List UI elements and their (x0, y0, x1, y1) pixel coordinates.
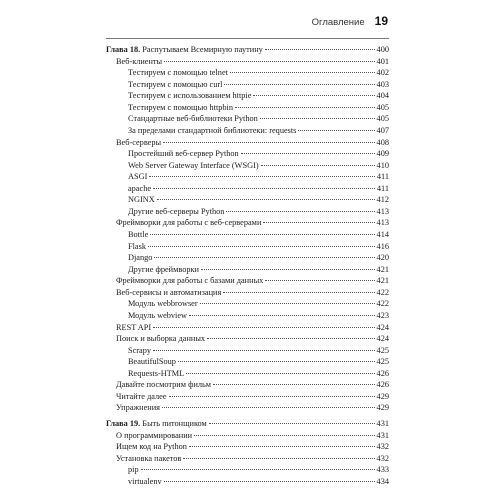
toc-entry (106, 368, 389, 380)
toc-entry-text: virtualenv (128, 476, 162, 486)
running-head (312, 14, 388, 32)
toc-entry (106, 56, 389, 68)
toc-entry (106, 137, 389, 149)
toc-page-number: 403 (376, 79, 389, 89)
toc-entry-label (116, 391, 167, 403)
toc-entry-label (128, 125, 296, 137)
toc-entry-text: Ищем код на Python (116, 442, 187, 452)
dot-leader (213, 384, 374, 385)
toc-page-number: 431 (376, 430, 389, 440)
toc-entry-text: Django (128, 253, 153, 263)
dot-leader (200, 303, 375, 304)
toc-entry-label (128, 79, 222, 91)
toc-entry (106, 287, 389, 299)
dot-leader (261, 165, 375, 166)
toc-entry-label (128, 148, 239, 160)
toc-page-number: 423 (376, 310, 389, 320)
toc-entry-label (116, 333, 205, 345)
toc-entry-text: Установка пакетов (116, 453, 182, 463)
toc-page-number: 426 (376, 380, 389, 390)
dot-leader (298, 130, 374, 131)
toc-page-number: 400 (376, 45, 389, 54)
toc-entry-text: REST API (116, 322, 152, 332)
toc-entry-label (128, 356, 176, 368)
toc-entry (106, 441, 389, 453)
toc-page-number: 425 (376, 345, 389, 355)
dot-leader (186, 373, 374, 374)
toc-chapter-entry (106, 418, 389, 430)
toc-entry (106, 102, 389, 114)
toc-entry-text: Веб-серверы (116, 137, 162, 147)
toc-entry-label (128, 113, 258, 125)
toc-entry-label (116, 137, 161, 149)
toc-entry (106, 67, 389, 79)
toc-page-number: 413 (376, 206, 389, 216)
toc-entry (106, 79, 389, 91)
toc-entry-label (128, 102, 233, 114)
toc-entry (106, 171, 389, 183)
toc-entry-text: ASGI (128, 172, 148, 182)
toc-entry-text: Bottle (128, 230, 149, 239)
toc-entry-text: BeautifulSoup (128, 357, 176, 367)
toc-entry-label (128, 206, 224, 218)
dot-leader (153, 327, 374, 328)
toc-page-number: 422 (376, 299, 389, 309)
toc-entry (106, 90, 389, 102)
dot-leader (241, 153, 375, 154)
toc-entry (106, 391, 389, 403)
toc-entry-text: Веб-сервисы и автоматизация (116, 287, 222, 297)
toc-entry-label (116, 287, 221, 299)
toc-entry (106, 183, 389, 195)
toc-entry-text: Flask (128, 241, 146, 251)
toc-entry-label (128, 194, 155, 206)
dot-leader (265, 49, 375, 50)
toc-entry-text: Фреймворки для работы с базами данных (116, 276, 264, 286)
dot-leader (260, 118, 375, 119)
toc-entry-text: Тестируем с использованием httpie (128, 91, 252, 101)
dot-leader (164, 481, 375, 482)
dot-leader (154, 257, 374, 258)
toc-entry-label (128, 229, 148, 241)
toc-entry-text: Стандартные веб-библиотеки Python (128, 114, 258, 124)
toc-entry-text: Тестируем с помощью curl (128, 79, 223, 89)
toc-entry-text: apache (128, 183, 152, 193)
dot-leader (163, 142, 374, 143)
toc-entry-label (128, 252, 152, 264)
toc-page-number: 432 (376, 453, 389, 463)
toc-page-number: 411 (376, 183, 389, 193)
toc-entry-text: Простейший веб-сервер Python (128, 149, 239, 159)
toc-entry-label (128, 90, 251, 102)
toc-entry-text: Веб-клиенты (116, 56, 163, 66)
toc-entry (106, 345, 389, 357)
dot-leader (189, 446, 375, 447)
toc-page-number: 432 (376, 442, 389, 452)
toc-entry-text: За пределами стандартной библиотеки: requests (128, 125, 297, 135)
toc-entry (106, 356, 389, 368)
toc-entry (106, 464, 389, 476)
toc-page-number: 414 (376, 230, 389, 239)
dot-leader (209, 423, 375, 424)
toc-entry (106, 476, 389, 488)
toc-page-number: 409 (376, 149, 389, 159)
toc-entry (106, 298, 389, 310)
toc-entry (106, 206, 389, 218)
toc-page-number: 405 (376, 114, 389, 124)
toc-page-number: 416 (376, 241, 389, 251)
dot-leader (157, 199, 375, 200)
dot-leader (153, 188, 375, 189)
toc-entry-label (116, 322, 151, 334)
toc-entry (106, 229, 389, 241)
dot-leader (169, 396, 375, 397)
dot-leader (253, 95, 374, 96)
dot-leader (178, 361, 375, 362)
toc-entry-text: Другие фреймворки (128, 264, 199, 274)
toc-entry-label (128, 298, 198, 310)
toc-entry-label (128, 171, 147, 183)
page-number: 19 (374, 14, 388, 28)
toc-entry (106, 402, 389, 414)
toc-entry-label (116, 379, 211, 391)
toc-entry-label (128, 310, 187, 322)
running-head-title: Оглавление (311, 17, 365, 28)
toc-entry (106, 264, 389, 276)
toc-page-number: 431 (376, 419, 389, 428)
toc-entry-text: Модуль webview (128, 310, 188, 320)
dot-leader (265, 280, 374, 281)
header-rule (106, 38, 389, 39)
toc-entry-label (116, 56, 162, 68)
toc-entry-label (106, 44, 263, 56)
toc-page-number: 412 (376, 195, 389, 205)
toc-entry-text: Модуль webbrowser (128, 299, 198, 309)
dot-leader (149, 176, 374, 177)
toc-entry-text: Распутываем Всемирную паутину (140, 45, 263, 54)
toc-entry-label (128, 241, 146, 253)
toc-entry-label (116, 441, 187, 453)
toc-entry-label (116, 402, 160, 414)
toc-entry-text: Поиск и выборка данных (116, 334, 206, 344)
toc-entry-label (128, 368, 184, 380)
toc-entry-text: Быть питонщиком (140, 419, 207, 428)
dot-leader (194, 435, 374, 436)
dot-leader (224, 84, 374, 85)
toc-entry (106, 322, 389, 334)
toc-entry (106, 379, 389, 391)
toc-entry-text: О программировании (116, 430, 193, 440)
toc-entry (106, 252, 389, 264)
toc-entry-label (128, 464, 139, 476)
toc-page-number: 434 (376, 476, 389, 486)
toc-entry-label (128, 476, 162, 488)
toc-entry-text: Requests-HTML (128, 368, 185, 378)
table-of-contents (106, 44, 389, 487)
toc-entry-label (106, 418, 207, 430)
dot-leader (162, 407, 375, 408)
toc-page-number: 411 (376, 172, 389, 182)
toc-entry-text: NGINX (128, 195, 155, 205)
toc-entry-label (128, 345, 151, 357)
toc-entry-label (128, 264, 199, 276)
dot-leader (153, 350, 375, 351)
toc-page-number: 407 (376, 125, 389, 135)
toc-entry-label (128, 67, 228, 79)
toc-page-number: 401 (376, 56, 389, 66)
toc-entry-text: Тестируем с помощью telnet (128, 68, 228, 78)
toc-page-number: 404 (376, 91, 389, 101)
toc-entry-label (116, 217, 261, 229)
toc-entry (106, 333, 389, 345)
toc-page-number: 413 (376, 218, 389, 228)
toc-page-number: 424 (376, 322, 389, 332)
dot-leader (148, 246, 375, 247)
toc-entry (106, 113, 389, 125)
toc-entry-text: pip (128, 465, 139, 475)
toc-page-number: 408 (376, 137, 389, 147)
toc-entry-text: Читайте далее (116, 391, 167, 401)
toc-entry (106, 275, 389, 287)
toc-page-number: 433 (376, 465, 389, 475)
toc-entry-label (128, 183, 151, 195)
dot-leader (141, 469, 375, 470)
dot-leader (226, 211, 374, 212)
toc-entry-text: Web Server Gateway Interface (WSGI) (128, 160, 259, 170)
toc-entry (106, 194, 389, 206)
dot-leader (164, 61, 374, 62)
toc-page-number: 421 (376, 276, 389, 286)
toc-page-number: 421 (376, 264, 389, 274)
toc-entry (106, 430, 389, 442)
toc-entry-text: Давайте посмотрим фильм (116, 380, 212, 390)
dot-leader (263, 222, 374, 223)
toc-entry (106, 125, 389, 137)
dot-leader (201, 269, 375, 270)
dot-leader (230, 72, 375, 73)
dot-leader (235, 107, 375, 108)
toc-page-number: 426 (376, 368, 389, 378)
toc-entry-text: Фреймворки для работы с веб-серверами (116, 218, 262, 228)
toc-entry (106, 217, 389, 229)
toc-entry (106, 453, 389, 465)
toc-entry-text: Другие веб-серверы Python (128, 206, 225, 216)
toc-entry (106, 310, 389, 322)
toc-entry (106, 241, 389, 253)
toc-entry (106, 148, 389, 160)
dot-leader (183, 458, 374, 459)
toc-entry-text: Упражнения (116, 403, 160, 413)
toc-page-number: 405 (376, 102, 389, 112)
toc-entry-label (128, 160, 259, 172)
toc-page-number: 429 (376, 403, 389, 413)
dot-leader (189, 315, 375, 316)
toc-entry-text: Scrapy (128, 345, 152, 355)
toc-entry-label (116, 275, 263, 287)
toc-page-number: 402 (376, 68, 389, 78)
toc-page-number: 422 (376, 287, 389, 297)
toc-entry-text: Тестируем с помощью httpbin (128, 102, 234, 112)
toc-page-number: 425 (376, 357, 389, 367)
toc-chapter-entry (106, 44, 389, 56)
toc-entry (106, 160, 389, 172)
toc-page-number: 429 (376, 391, 389, 401)
dot-leader (150, 234, 374, 235)
toc-page-number: 424 (376, 334, 389, 344)
chapter-number: Глава 18. (106, 45, 141, 54)
dot-leader (207, 338, 374, 339)
dot-leader (223, 292, 374, 293)
toc-entry-label (116, 453, 181, 465)
toc-page-number: 420 (376, 253, 389, 263)
chapter-number: Глава 19. (106, 419, 141, 428)
toc-page-number: 410 (376, 160, 389, 170)
toc-entry-label (116, 430, 192, 442)
